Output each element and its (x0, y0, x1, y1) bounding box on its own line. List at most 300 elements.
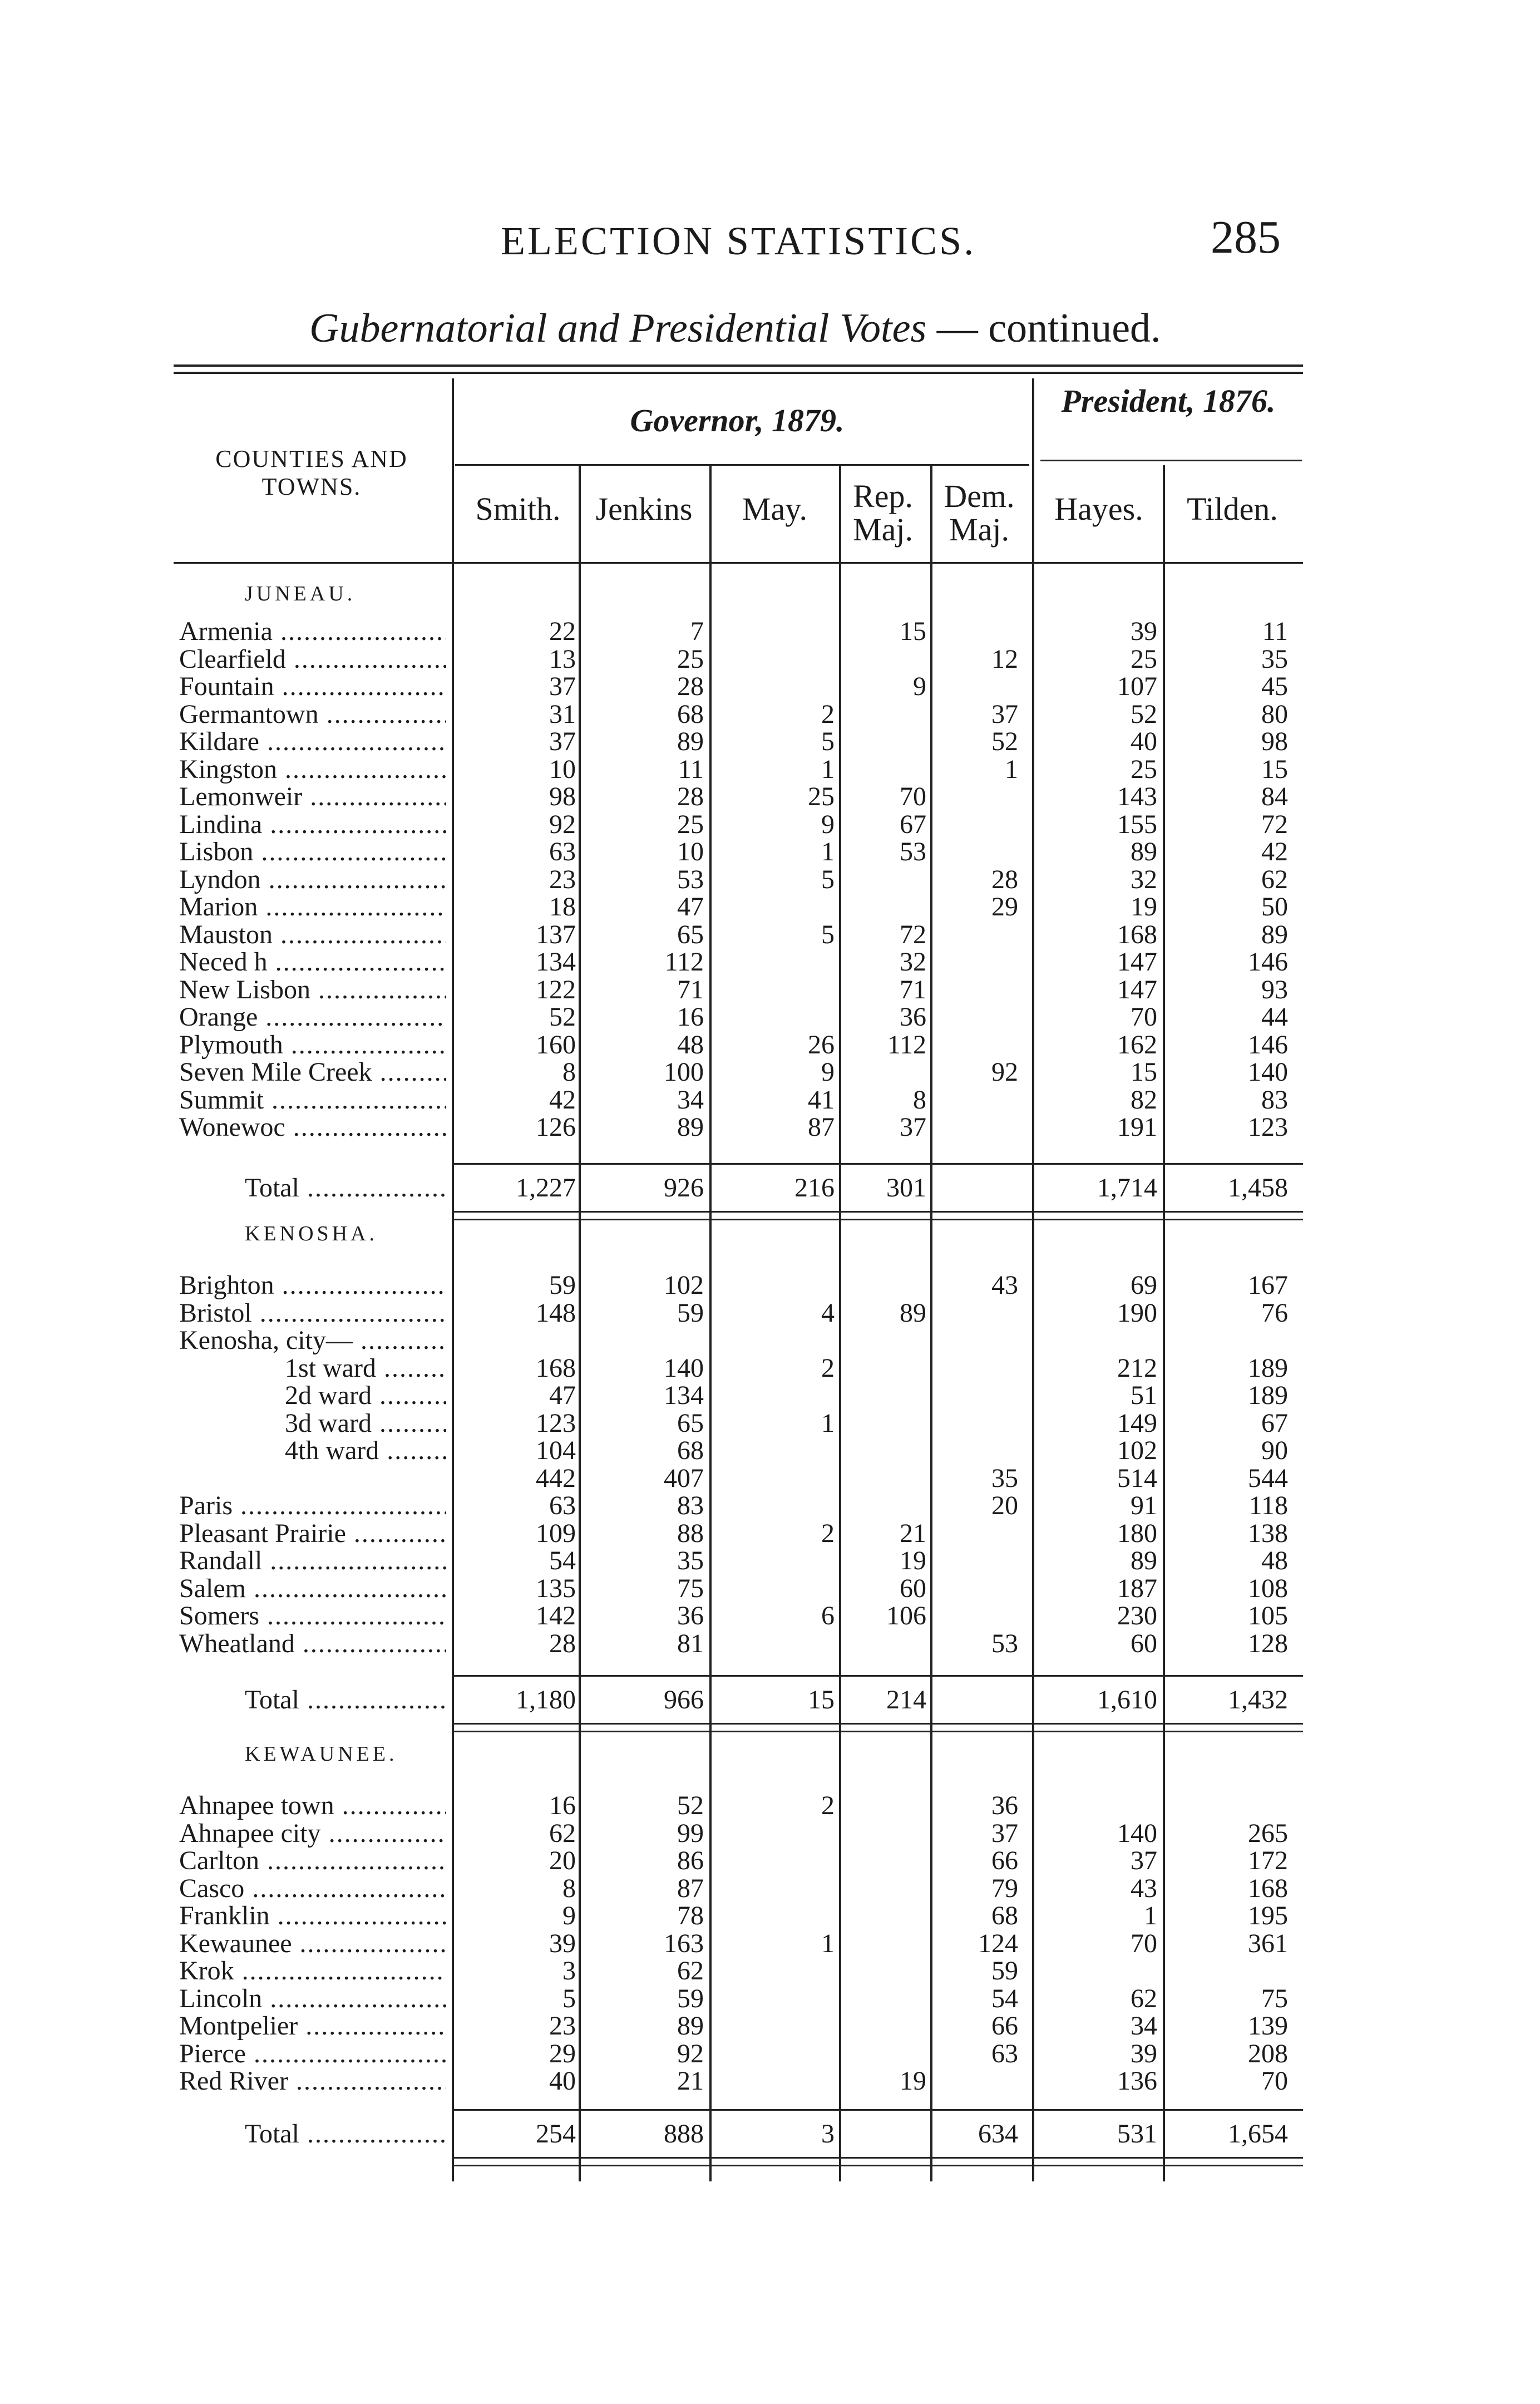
cell-hayes: 37 (1131, 1846, 1157, 1875)
cell-jenkins: 89 (677, 2011, 704, 2041)
cell-rep: 72 (900, 919, 926, 949)
table-title-italic: Gubernatorial and Presidential Votes (309, 306, 927, 351)
total-smith: 254 (536, 2119, 576, 2149)
cell-rep: 15 (900, 617, 926, 646)
cell-smith: 62 (549, 1818, 576, 1848)
cell-hayes: 34 (1131, 2011, 1157, 2041)
cell-rep: 67 (900, 809, 926, 839)
cell-dem: 59 (991, 1956, 1018, 1986)
president-header-rule (1040, 460, 1302, 461)
cell-smith: 168 (536, 1353, 576, 1383)
cell-may: 41 (808, 1085, 835, 1115)
cell-dem: 92 (991, 1057, 1018, 1087)
cell-dem: 36 (991, 1791, 1018, 1820)
cell-jenkins: 34 (677, 1085, 704, 1115)
cell-tilden: 146 (1248, 1029, 1288, 1060)
row-label: Pierce ..... (179, 2040, 446, 2068)
row-label: Bristol ..... (179, 1299, 446, 1327)
table-row (0, 811, 1540, 839)
cell-jenkins: 92 (677, 2038, 704, 2068)
cell-hayes: 136 (1117, 2066, 1157, 2096)
cell-dem: 79 (991, 1873, 1018, 1903)
table-row (0, 948, 1540, 976)
cell-smith: 142 (536, 1601, 576, 1630)
cell-hayes: 39 (1131, 2038, 1157, 2068)
row-label: 1st ward ..... (285, 1354, 446, 1382)
cell-smith: 20 (549, 1846, 576, 1875)
total-bottom-rule (452, 1723, 1303, 1725)
table-row (0, 618, 1540, 646)
cell-tilden: 140 (1248, 1057, 1288, 1087)
col-tilden: Tilden. (1187, 491, 1278, 527)
cell-hayes: 190 (1117, 1298, 1157, 1328)
cell-hayes: 60 (1131, 1628, 1157, 1658)
counties-header: COUNTIES AND TOWNS. (215, 445, 408, 500)
cell-tilden: 45 (1261, 672, 1288, 701)
table-row (0, 673, 1540, 701)
cell-tilden: 189 (1248, 1353, 1288, 1383)
cell-tilden: 70 (1261, 2066, 1288, 2096)
row-label: Fountain ..... (179, 673, 446, 701)
cell-may: 4 (821, 1298, 835, 1328)
row-label: Randall ..... (179, 1547, 446, 1575)
total-top-rule (452, 2109, 1303, 2111)
total-may: 3 (821, 2119, 835, 2149)
cell-dem: 35 (991, 1463, 1018, 1493)
cell-hayes: 514 (1117, 1463, 1157, 1493)
cell-smith: 40 (549, 2066, 576, 2096)
cell-dem: 28 (991, 864, 1018, 894)
cell-dem: 52 (991, 727, 1018, 756)
cell-smith: 42 (549, 1085, 576, 1115)
row-label: 2d ward ..... (285, 1382, 446, 1410)
cell-jenkins: 112 (664, 947, 704, 977)
row-label: Seven Mile Creek ..... (179, 1058, 446, 1086)
cell-may: 5 (821, 864, 835, 894)
total-row (0, 1686, 1540, 1714)
cell-jenkins: 11 (678, 754, 704, 784)
table-row (0, 728, 1540, 756)
cell-tilden: 15 (1261, 754, 1288, 784)
cell-dem: 43 (991, 1270, 1018, 1300)
cell-tilden: 62 (1261, 864, 1288, 894)
total-tilden: 1,432 (1228, 1685, 1288, 1715)
cell-tilden: 35 (1261, 644, 1288, 674)
cell-may: 1 (821, 837, 835, 866)
cell-tilden: 83 (1261, 1085, 1288, 1115)
row-label: Lyndon ..... (179, 866, 446, 894)
cell-hayes: 25 (1131, 644, 1157, 674)
cell-hayes: 149 (1117, 1408, 1157, 1438)
cell-tilden: 108 (1248, 1573, 1288, 1603)
cell-smith: 104 (536, 1436, 576, 1465)
cell-smith: 134 (536, 947, 576, 977)
cell-smith: 442 (536, 1463, 576, 1493)
total-bottom-rule (452, 2165, 1303, 2166)
governor-header: Governor, 1879. (630, 402, 845, 439)
total-label: Total ..... (245, 1174, 445, 1202)
cell-hayes: 25 (1131, 754, 1157, 784)
table-row (0, 1382, 1540, 1410)
cell-may: 87 (808, 1112, 835, 1142)
cell-hayes: 70 (1131, 1002, 1157, 1032)
cell-smith: 3 (562, 1956, 576, 1986)
cell-hayes: 39 (1131, 617, 1157, 646)
cell-smith: 47 (549, 1381, 576, 1410)
cell-smith: 126 (536, 1112, 576, 1142)
cell-tilden: 265 (1248, 1818, 1288, 1848)
table-row (0, 1410, 1540, 1437)
row-label: 4th ward ..... (285, 1437, 446, 1465)
cell-smith: 135 (536, 1573, 576, 1603)
cell-jenkins: 28 (677, 782, 704, 811)
table-row (0, 1847, 1540, 1875)
cell-jenkins: 25 (677, 809, 704, 839)
cell-may: 9 (821, 1057, 835, 1087)
table-row (0, 1437, 1540, 1465)
total-may: 15 (808, 1685, 835, 1715)
total-tilden: 1,654 (1228, 2119, 1288, 2149)
cell-jenkins: 81 (677, 1628, 704, 1658)
col-may: May. (742, 491, 808, 527)
row-label: Pleasant Prairie ..... (179, 1520, 446, 1548)
cell-dem: 124 (978, 1928, 1018, 1958)
table-row (0, 1930, 1540, 1958)
total-rep: 214 (886, 1685, 926, 1715)
row-label: Germantown ..... (179, 701, 446, 728)
cell-may: 26 (808, 1029, 835, 1060)
cell-rep: 60 (900, 1573, 926, 1603)
row-label: Lemonweir ..... (179, 783, 446, 811)
cell-jenkins: 35 (677, 1546, 704, 1575)
table-row (0, 1520, 1540, 1548)
top-rule (174, 364, 1303, 367)
total-smith: 1,180 (516, 1685, 576, 1715)
cell-jenkins: 87 (677, 1873, 704, 1903)
col-rep-maj: Rep. Maj. (853, 478, 913, 548)
row-label: Montpelier ..... (179, 2012, 446, 2040)
row-label: Somers ..... (179, 1602, 446, 1630)
total-hayes: 531 (1117, 2119, 1157, 2149)
cell-smith: 37 (549, 672, 576, 701)
table-row (0, 1031, 1540, 1059)
cell-smith: 137 (536, 919, 576, 949)
row-label: Neced h ..... (179, 948, 446, 976)
cell-jenkins: 7 (690, 617, 704, 646)
cell-rep: 71 (900, 974, 926, 1004)
row-label: Kildare ..... (179, 728, 446, 756)
cell-jenkins: 86 (677, 1846, 704, 1875)
total-jenkins: 888 (664, 2119, 704, 2149)
table-row (0, 756, 1540, 784)
cell-smith: 37 (549, 727, 576, 756)
cell-tilden: 208 (1248, 2038, 1288, 2068)
cell-hayes: 162 (1117, 1029, 1157, 1060)
cell-may: 2 (821, 1353, 835, 1383)
table-row (0, 701, 1540, 728)
cell-rep: 89 (900, 1298, 926, 1328)
cell-tilden: 90 (1261, 1436, 1288, 1465)
cell-hayes: 155 (1117, 809, 1157, 839)
cell-smith: 98 (549, 782, 576, 811)
cell-hayes: 40 (1131, 727, 1157, 756)
cell-smith: 23 (549, 864, 576, 894)
row-label: Wonewoc ..... (179, 1114, 446, 1141)
cell-smith: 63 (549, 837, 576, 866)
table-row (0, 1630, 1540, 1658)
row-label: Krok ..... (179, 1957, 446, 1985)
cell-jenkins: 36 (677, 1601, 704, 1630)
column-header-rule (174, 562, 1303, 564)
cell-smith: 13 (549, 644, 576, 674)
row-label: Carlton ..... (179, 1847, 446, 1875)
cell-jenkins: 75 (677, 1573, 704, 1603)
cell-jenkins: 53 (677, 864, 704, 894)
total-bottom-rule (452, 1731, 1303, 1732)
cell-rep: 36 (900, 1002, 926, 1032)
table-row (0, 1272, 1540, 1299)
cell-hayes: 180 (1117, 1518, 1157, 1548)
cell-smith: 23 (549, 2011, 576, 2041)
cell-may: 2 (821, 1518, 835, 1548)
cell-jenkins: 78 (677, 1901, 704, 1930)
cell-jenkins: 25 (677, 644, 704, 674)
cell-hayes: 91 (1131, 1491, 1157, 1520)
col-dem-maj: Dem. Maj. (944, 478, 1015, 548)
cell-hayes: 89 (1131, 837, 1157, 866)
cell-dem: 1 (1005, 754, 1018, 784)
table-row (0, 646, 1540, 673)
cell-hayes: 52 (1131, 699, 1157, 729)
row-label: Plymouth ..... (179, 1031, 446, 1059)
cell-tilden: 42 (1261, 837, 1288, 866)
row-label: Lincoln ..... (179, 1985, 446, 2013)
cell-hayes: 43 (1131, 1873, 1157, 1903)
total-hayes: 1,714 (1097, 1173, 1157, 1203)
table-row (0, 1465, 1540, 1492)
table-title-continued: — continued. (926, 306, 1161, 351)
total-label: Total ..... (245, 1686, 445, 1714)
cell-smith: 10 (549, 754, 576, 784)
table-row (0, 783, 1540, 811)
row-label: Kenosha, city— ..... (179, 1327, 446, 1354)
row-label: Paris ..... (179, 1492, 446, 1520)
cell-hayes: 51 (1131, 1381, 1157, 1410)
cell-smith: 8 (562, 1057, 576, 1087)
cell-jenkins: 88 (677, 1518, 704, 1548)
table-row (0, 1820, 1540, 1848)
cell-dem: 37 (991, 699, 1018, 729)
cell-tilden: 76 (1261, 1298, 1288, 1328)
col-jenkins: Jenkins (595, 491, 693, 527)
cell-smith: 31 (549, 699, 576, 729)
total-dem: 634 (978, 2119, 1018, 2149)
row-label: Orange ..... (179, 1003, 446, 1031)
total-top-rule (452, 1675, 1303, 1677)
cell-may: 25 (808, 782, 835, 811)
cell-hayes: 69 (1131, 1270, 1157, 1300)
cell-smith: 122 (536, 974, 576, 1004)
cell-smith: 109 (536, 1518, 576, 1548)
total-may: 216 (794, 1173, 835, 1203)
cell-tilden: 118 (1248, 1491, 1288, 1520)
table-title (309, 305, 1161, 352)
cell-jenkins: 65 (677, 919, 704, 949)
section-title: KENOSHA. (245, 1222, 378, 1245)
cell-tilden: 146 (1248, 947, 1288, 977)
cell-jenkins: 16 (677, 1002, 704, 1032)
cell-hayes: 32 (1131, 864, 1157, 894)
cell-jenkins: 68 (677, 1436, 704, 1465)
cell-smith: 22 (549, 617, 576, 646)
table-row (0, 921, 1540, 949)
cell-hayes: 15 (1131, 1057, 1157, 1087)
page-header-title: ELECTION STATISTICS. (501, 219, 976, 263)
cell-smith: 16 (549, 1791, 576, 1820)
cell-dem: 68 (991, 1901, 1018, 1930)
cell-dem: 66 (991, 2011, 1018, 2041)
cell-rep: 53 (900, 837, 926, 866)
cell-smith: 29 (549, 2038, 576, 2068)
cell-hayes: 70 (1131, 1928, 1157, 1958)
table-row (0, 1327, 1540, 1354)
cell-smith: 28 (549, 1628, 576, 1658)
cell-rep: 19 (900, 1546, 926, 1575)
cell-hayes: 89 (1131, 1546, 1157, 1575)
cell-smith: 39 (549, 1928, 576, 1958)
total-row (0, 2120, 1540, 2148)
cell-smith: 148 (536, 1298, 576, 1328)
row-label: Ahnapee town ..... (179, 1792, 446, 1820)
cell-dem: 63 (991, 2038, 1018, 2068)
total-tilden: 1,458 (1228, 1173, 1288, 1203)
cell-rep: 37 (900, 1112, 926, 1142)
cell-smith: 8 (562, 1873, 576, 1903)
row-label: Ahnapee city ..... (179, 1820, 446, 1848)
cell-rep: 70 (900, 782, 926, 811)
table-row (0, 1003, 1540, 1031)
table-row (0, 976, 1540, 1004)
table-row (0, 1957, 1540, 1985)
cell-rep: 21 (900, 1518, 926, 1548)
total-top-rule (452, 1163, 1303, 1165)
cell-jenkins: 140 (664, 1353, 704, 1383)
cell-jenkins: 10 (677, 837, 704, 866)
cell-jenkins: 100 (664, 1057, 704, 1087)
table-row (0, 893, 1540, 921)
cell-hayes: 147 (1117, 974, 1157, 1004)
cell-tilden: 67 (1261, 1408, 1288, 1438)
table-row (0, 1547, 1540, 1575)
cell-jenkins: 59 (677, 1983, 704, 2013)
table-row (0, 2040, 1540, 2068)
table-row (0, 1114, 1540, 1141)
total-smith: 1,227 (516, 1173, 576, 1203)
cell-tilden: 11 (1262, 617, 1288, 646)
table-row (0, 1299, 1540, 1327)
cell-jenkins: 83 (677, 1491, 704, 1520)
total-bottom-rule (452, 1219, 1303, 1220)
cell-hayes: 230 (1117, 1601, 1157, 1630)
cell-hayes: 107 (1117, 672, 1157, 701)
cell-tilden: 105 (1248, 1601, 1288, 1630)
cell-smith: 59 (549, 1270, 576, 1300)
cell-rep: 19 (900, 2066, 926, 2096)
table-row (0, 2067, 1540, 2095)
table-row (0, 838, 1540, 866)
cell-rep: 112 (887, 1029, 926, 1060)
cell-tilden: 544 (1248, 1463, 1288, 1493)
cell-tilden: 138 (1248, 1518, 1288, 1548)
total-bottom-rule (452, 1211, 1303, 1213)
cell-dem: 29 (991, 892, 1018, 922)
cell-tilden: 128 (1248, 1628, 1288, 1658)
cell-hayes: 143 (1117, 782, 1157, 811)
table-row (0, 1792, 1540, 1820)
row-label: Brighton ..... (179, 1272, 446, 1299)
row-label: New Lisbon ..... (179, 976, 446, 1004)
cell-tilden: 189 (1248, 1381, 1288, 1410)
cell-rep: 32 (900, 947, 926, 977)
total-hayes: 1,610 (1097, 1685, 1157, 1715)
cell-may: 2 (821, 1791, 835, 1820)
cell-tilden: 80 (1261, 699, 1288, 729)
cell-jenkins: 163 (664, 1928, 704, 1958)
cell-jenkins: 407 (664, 1463, 704, 1493)
cell-hayes: 147 (1117, 947, 1157, 977)
cell-jenkins: 28 (677, 672, 704, 701)
cell-tilden: 123 (1248, 1112, 1288, 1142)
cell-hayes: 82 (1131, 1085, 1157, 1115)
cell-jenkins: 59 (677, 1298, 704, 1328)
cell-may: 1 (821, 1928, 835, 1958)
cell-rep: 9 (913, 672, 926, 701)
table-row (0, 1492, 1540, 1520)
cell-hayes: 102 (1117, 1436, 1157, 1465)
col-smith: Smith. (475, 491, 561, 527)
total-label: Total ..... (245, 2120, 445, 2148)
cell-tilden: 84 (1261, 782, 1288, 811)
table-row (0, 1354, 1540, 1382)
cell-tilden: 361 (1248, 1928, 1288, 1958)
governor-header-rule (455, 464, 1029, 466)
cell-jenkins: 99 (677, 1818, 704, 1848)
cell-rep: 106 (886, 1601, 926, 1630)
row-label: Casco ..... (179, 1875, 446, 1903)
cell-hayes: 191 (1117, 1112, 1157, 1142)
cell-jenkins: 52 (677, 1791, 704, 1820)
cell-tilden: 48 (1261, 1546, 1288, 1575)
cell-dem: 37 (991, 1818, 1018, 1848)
section-title: JUNEAU. (245, 582, 356, 605)
cell-may: 1 (821, 754, 835, 784)
row-label: Mauston ..... (179, 921, 446, 949)
total-jenkins: 926 (664, 1173, 704, 1203)
cell-jenkins: 68 (677, 699, 704, 729)
cell-hayes: 19 (1131, 892, 1157, 922)
row-label: Summit ..... (179, 1086, 446, 1114)
row-label: Red River ..... (179, 2067, 446, 2095)
cell-may: 9 (821, 809, 835, 839)
cell-jenkins: 48 (677, 1029, 704, 1060)
row-label: Lisbon ..... (179, 838, 446, 866)
cell-jenkins: 62 (677, 1956, 704, 1986)
cell-smith: 52 (549, 1002, 576, 1032)
cell-hayes: 168 (1117, 919, 1157, 949)
cell-may: 5 (821, 919, 835, 949)
cell-smith: 123 (536, 1408, 576, 1438)
cell-tilden: 172 (1248, 1846, 1288, 1875)
